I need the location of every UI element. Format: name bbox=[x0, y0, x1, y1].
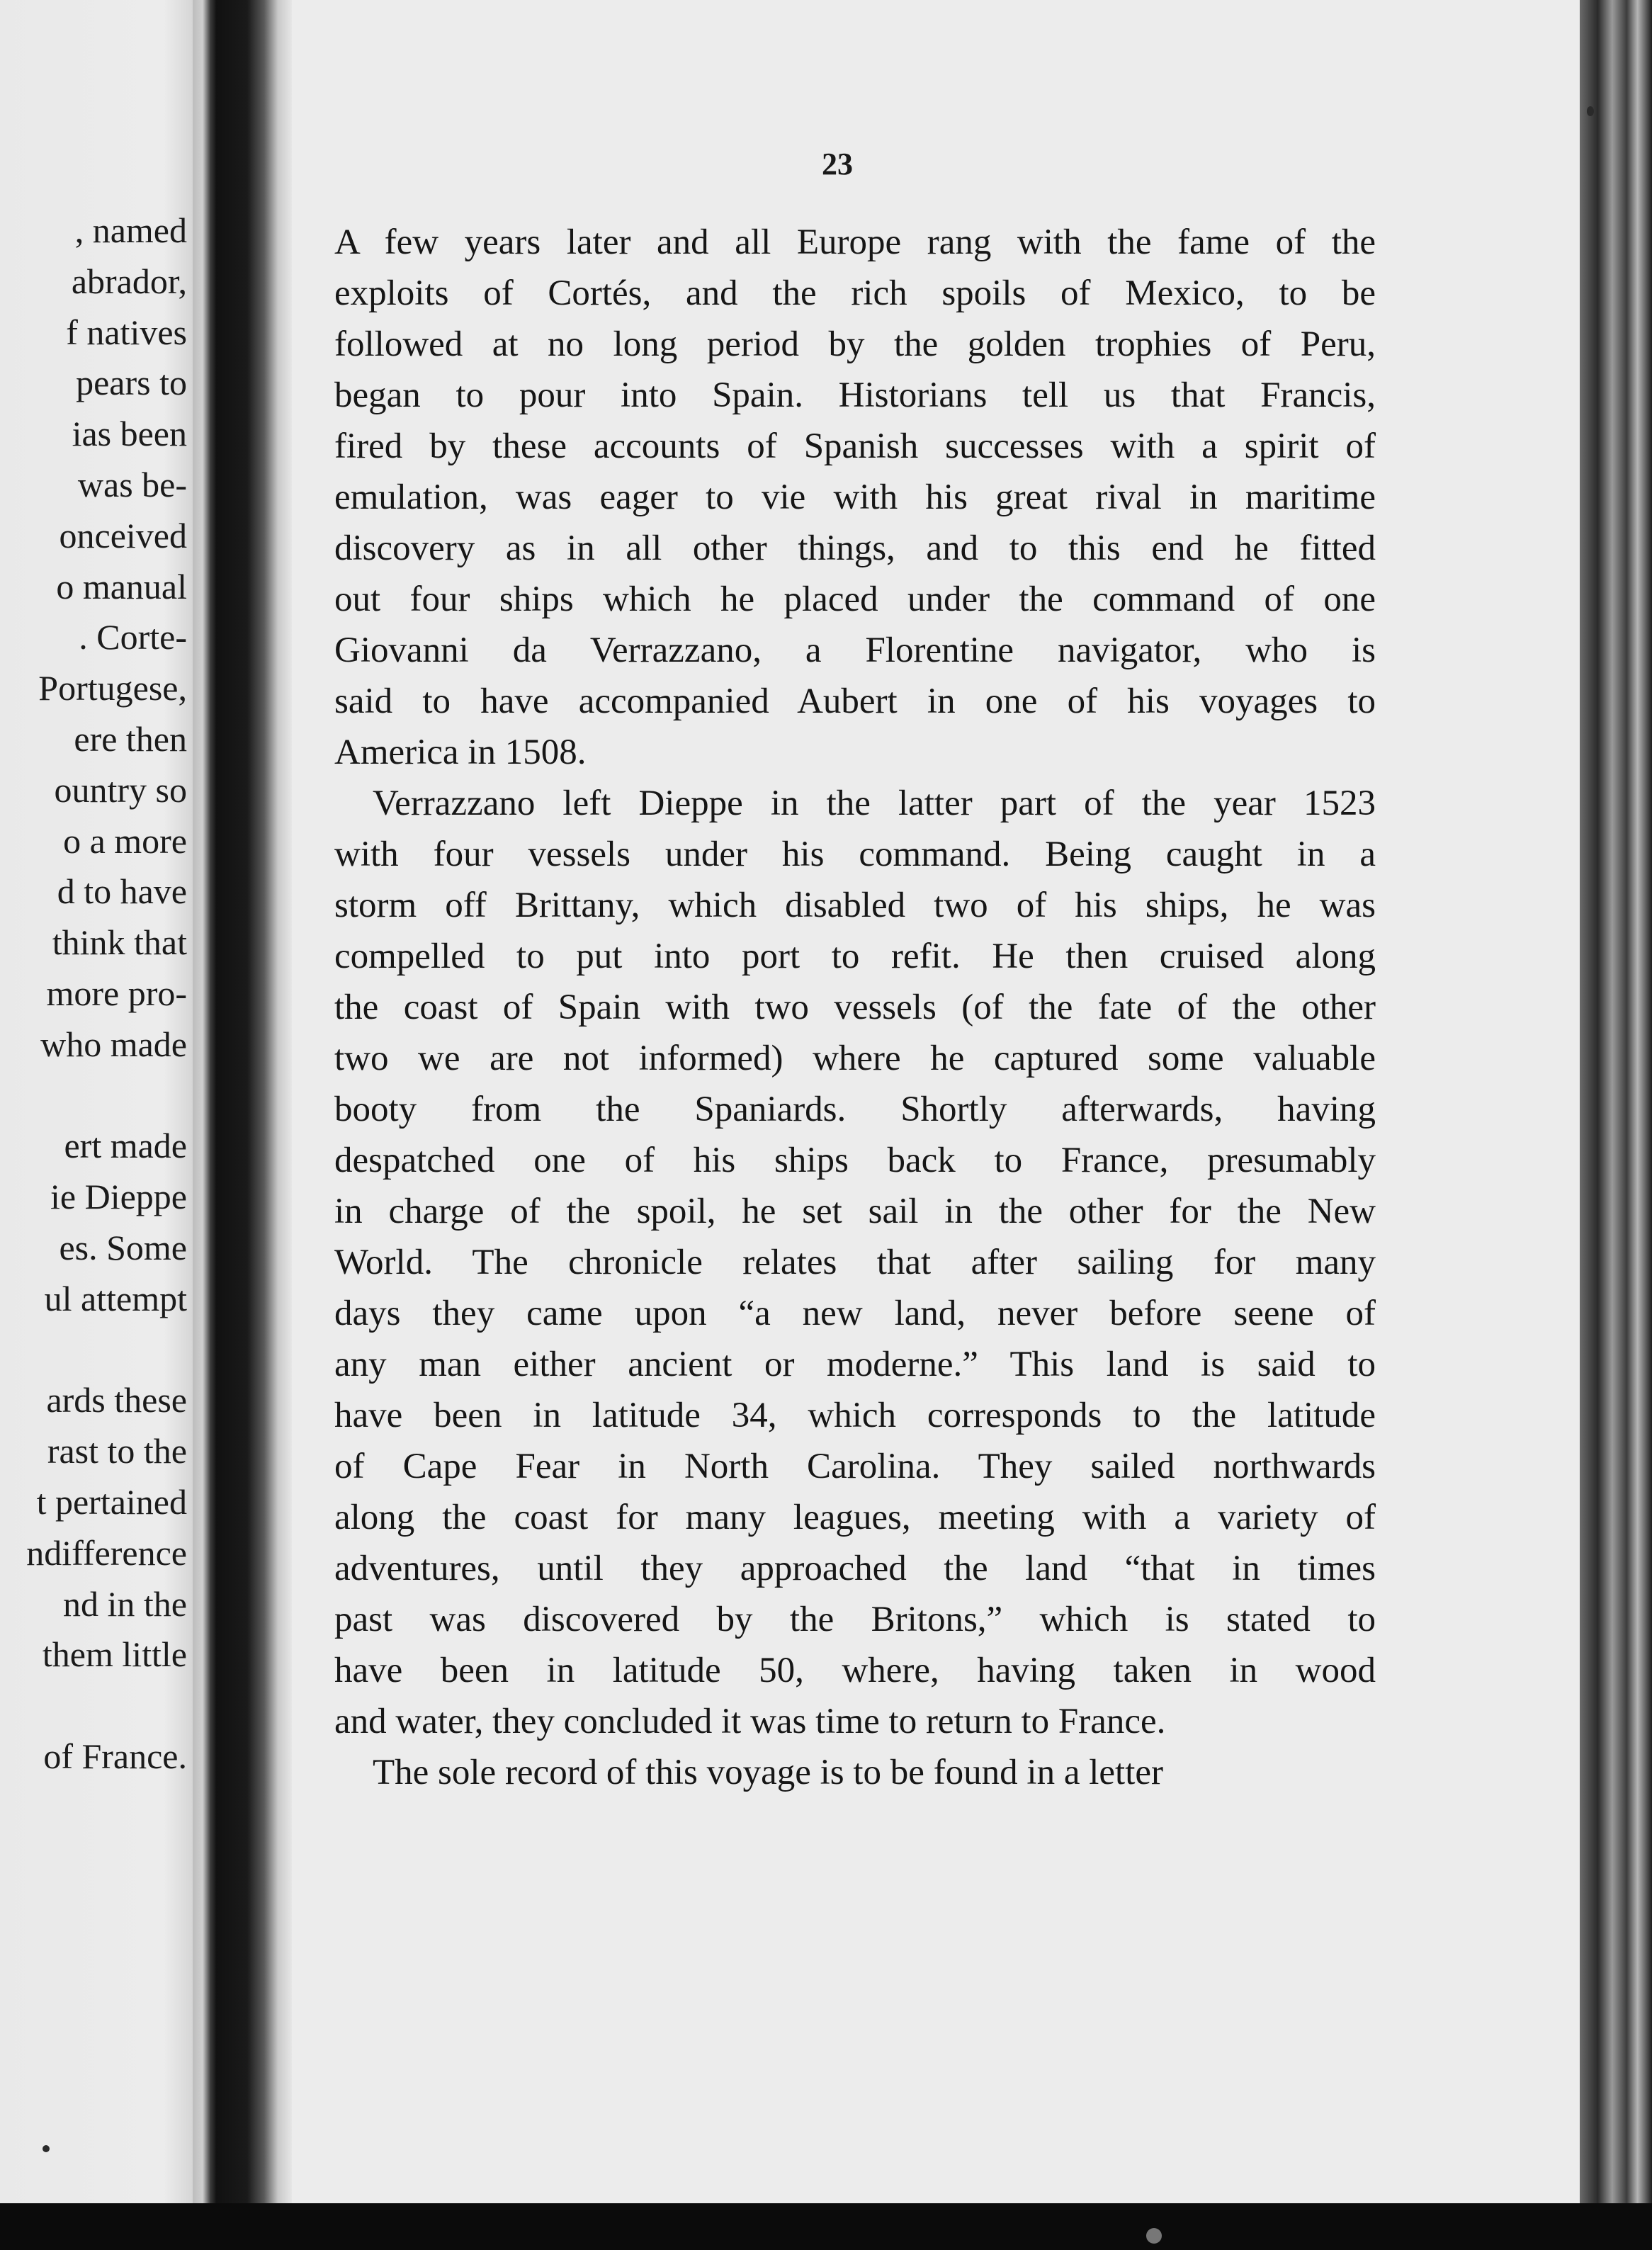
text-line: along the coast for many leagues, meeting with a variety of bbox=[334, 1498, 1376, 1537]
text-line: discovery as in all other things, and to this end he fitted bbox=[334, 528, 1376, 568]
left-page-line: ards these bbox=[46, 1380, 187, 1420]
left-page-line: ul attempt bbox=[44, 1278, 187, 1318]
scan-speck bbox=[1146, 2228, 1162, 2244]
text-line: booty from the Spaniards. Shortly afterwards, having bbox=[334, 1090, 1376, 1129]
left-page-line: , named bbox=[74, 210, 187, 250]
text-line: have been in latitude 50, where, having taken in wood bbox=[334, 1651, 1376, 1690]
text-line: adventures, until they approached the land “that in times bbox=[334, 1549, 1376, 1588]
text-line: the coast of Spain with two vessels (of the fate of the other bbox=[334, 988, 1376, 1027]
text-line: said to have accompanied Aubert in one of his voyages to bbox=[334, 682, 1376, 721]
text-line: A few years later and all Europe rang with the fame of the bbox=[334, 222, 1376, 262]
left-page-line: . Corte- bbox=[79, 617, 187, 657]
page-number: 23 bbox=[822, 147, 853, 181]
left-page-line: rast to the bbox=[47, 1431, 187, 1471]
text-line: with four vessels under his command. Being caught in a bbox=[334, 835, 1376, 874]
scan-speck bbox=[43, 2145, 50, 2152]
text-line: Verrazzano left Dieppe in the latter part of the year 1523 bbox=[373, 784, 1376, 823]
left-page-line: d to have bbox=[57, 871, 187, 912]
text-line: Giovanni da Verrazzano, a Florentine navigator, who is bbox=[334, 631, 1376, 670]
left-page-line: of France. bbox=[43, 1736, 187, 1776]
scan-border bbox=[0, 2203, 1652, 2250]
left-page-line: ere then bbox=[74, 719, 187, 759]
book-gutter bbox=[193, 0, 292, 2203]
text-line: out four ships which he placed under the command of one bbox=[334, 580, 1376, 619]
text-line: World. The chronicle relates that after sailing for many bbox=[334, 1243, 1376, 1282]
text-line: began to pour into Spain. Historians tell us that Francis, bbox=[334, 375, 1376, 415]
text-line: two we are not informed) where he captured some valuable bbox=[334, 1039, 1376, 1078]
left-page-line: ert made bbox=[64, 1126, 187, 1166]
left-page-line: onceived bbox=[59, 515, 187, 555]
left-page-line: o a more bbox=[63, 820, 187, 861]
left-page-line: Portugese, bbox=[38, 668, 187, 708]
left-page-line: abrador, bbox=[71, 261, 187, 301]
left-page bbox=[0, 0, 193, 2203]
left-page-line: was be- bbox=[77, 465, 187, 504]
text-line: followed at no long period by the golden trophies of Peru, bbox=[334, 324, 1376, 364]
left-page-line: ias been bbox=[72, 414, 187, 454]
left-page-line: think that bbox=[52, 922, 187, 963]
body-text bbox=[334, 217, 1376, 1798]
left-page-line: ndifference bbox=[26, 1532, 187, 1573]
text-line: compelled to put into port to refit. He then cruised along bbox=[334, 937, 1376, 976]
paragraph bbox=[334, 778, 1376, 1747]
left-page-line: nd in the bbox=[63, 1583, 187, 1624]
text-line: days they came upon “a new land, never before seene of bbox=[334, 1294, 1376, 1333]
text-line: emulation, was eager to vie with his great rival in maritime bbox=[334, 477, 1376, 517]
page-edge bbox=[1580, 0, 1652, 2203]
paragraph bbox=[334, 217, 1376, 778]
text-line: storm off Brittany, which disabled two of his ships, he was bbox=[334, 886, 1376, 925]
scan-speck bbox=[1587, 106, 1594, 116]
text-line: of Cape Fear in North Carolina. They sailed northwards bbox=[334, 1447, 1376, 1486]
left-page-line: o manual bbox=[56, 566, 187, 606]
text-line: despatched one of his ships back to France, presumably bbox=[334, 1141, 1376, 1180]
text-line: have been in latitude 34, which corresponds to the latitude bbox=[334, 1396, 1376, 1435]
paragraph bbox=[334, 1747, 1376, 1798]
text-line: in charge of the spoil, he set sail in the other for the New bbox=[334, 1192, 1376, 1231]
text-line: exploits of Cortés, and the rich spoils of Mexico, to be bbox=[334, 273, 1376, 313]
left-page-line: who made bbox=[40, 1024, 187, 1064]
left-page-line: ountry so bbox=[54, 769, 187, 810]
text-line: fired by these accounts of Spanish successes with a spirit of bbox=[334, 426, 1376, 466]
left-page-line: f natives bbox=[66, 312, 187, 352]
text-line: America in 1508. bbox=[334, 733, 587, 772]
left-page-line: es. Some bbox=[59, 1228, 187, 1267]
left-page-line: ie Dieppe bbox=[50, 1177, 187, 1217]
left-page-line: more pro- bbox=[46, 973, 187, 1013]
left-page-line: pears to bbox=[76, 363, 187, 403]
text-line: any man either ancient or moderne.” This land is said to bbox=[334, 1345, 1376, 1384]
text-line: past was discovered by the Britons,” which is stated to bbox=[334, 1600, 1376, 1639]
text-line: and water, they concluded it was time to return to France. bbox=[334, 1702, 1166, 1741]
left-page-line: them little bbox=[42, 1634, 187, 1675]
left-page-line: t pertained bbox=[36, 1482, 187, 1522]
text-line: The sole record of this voyage is to be found in a letter bbox=[373, 1753, 1163, 1792]
